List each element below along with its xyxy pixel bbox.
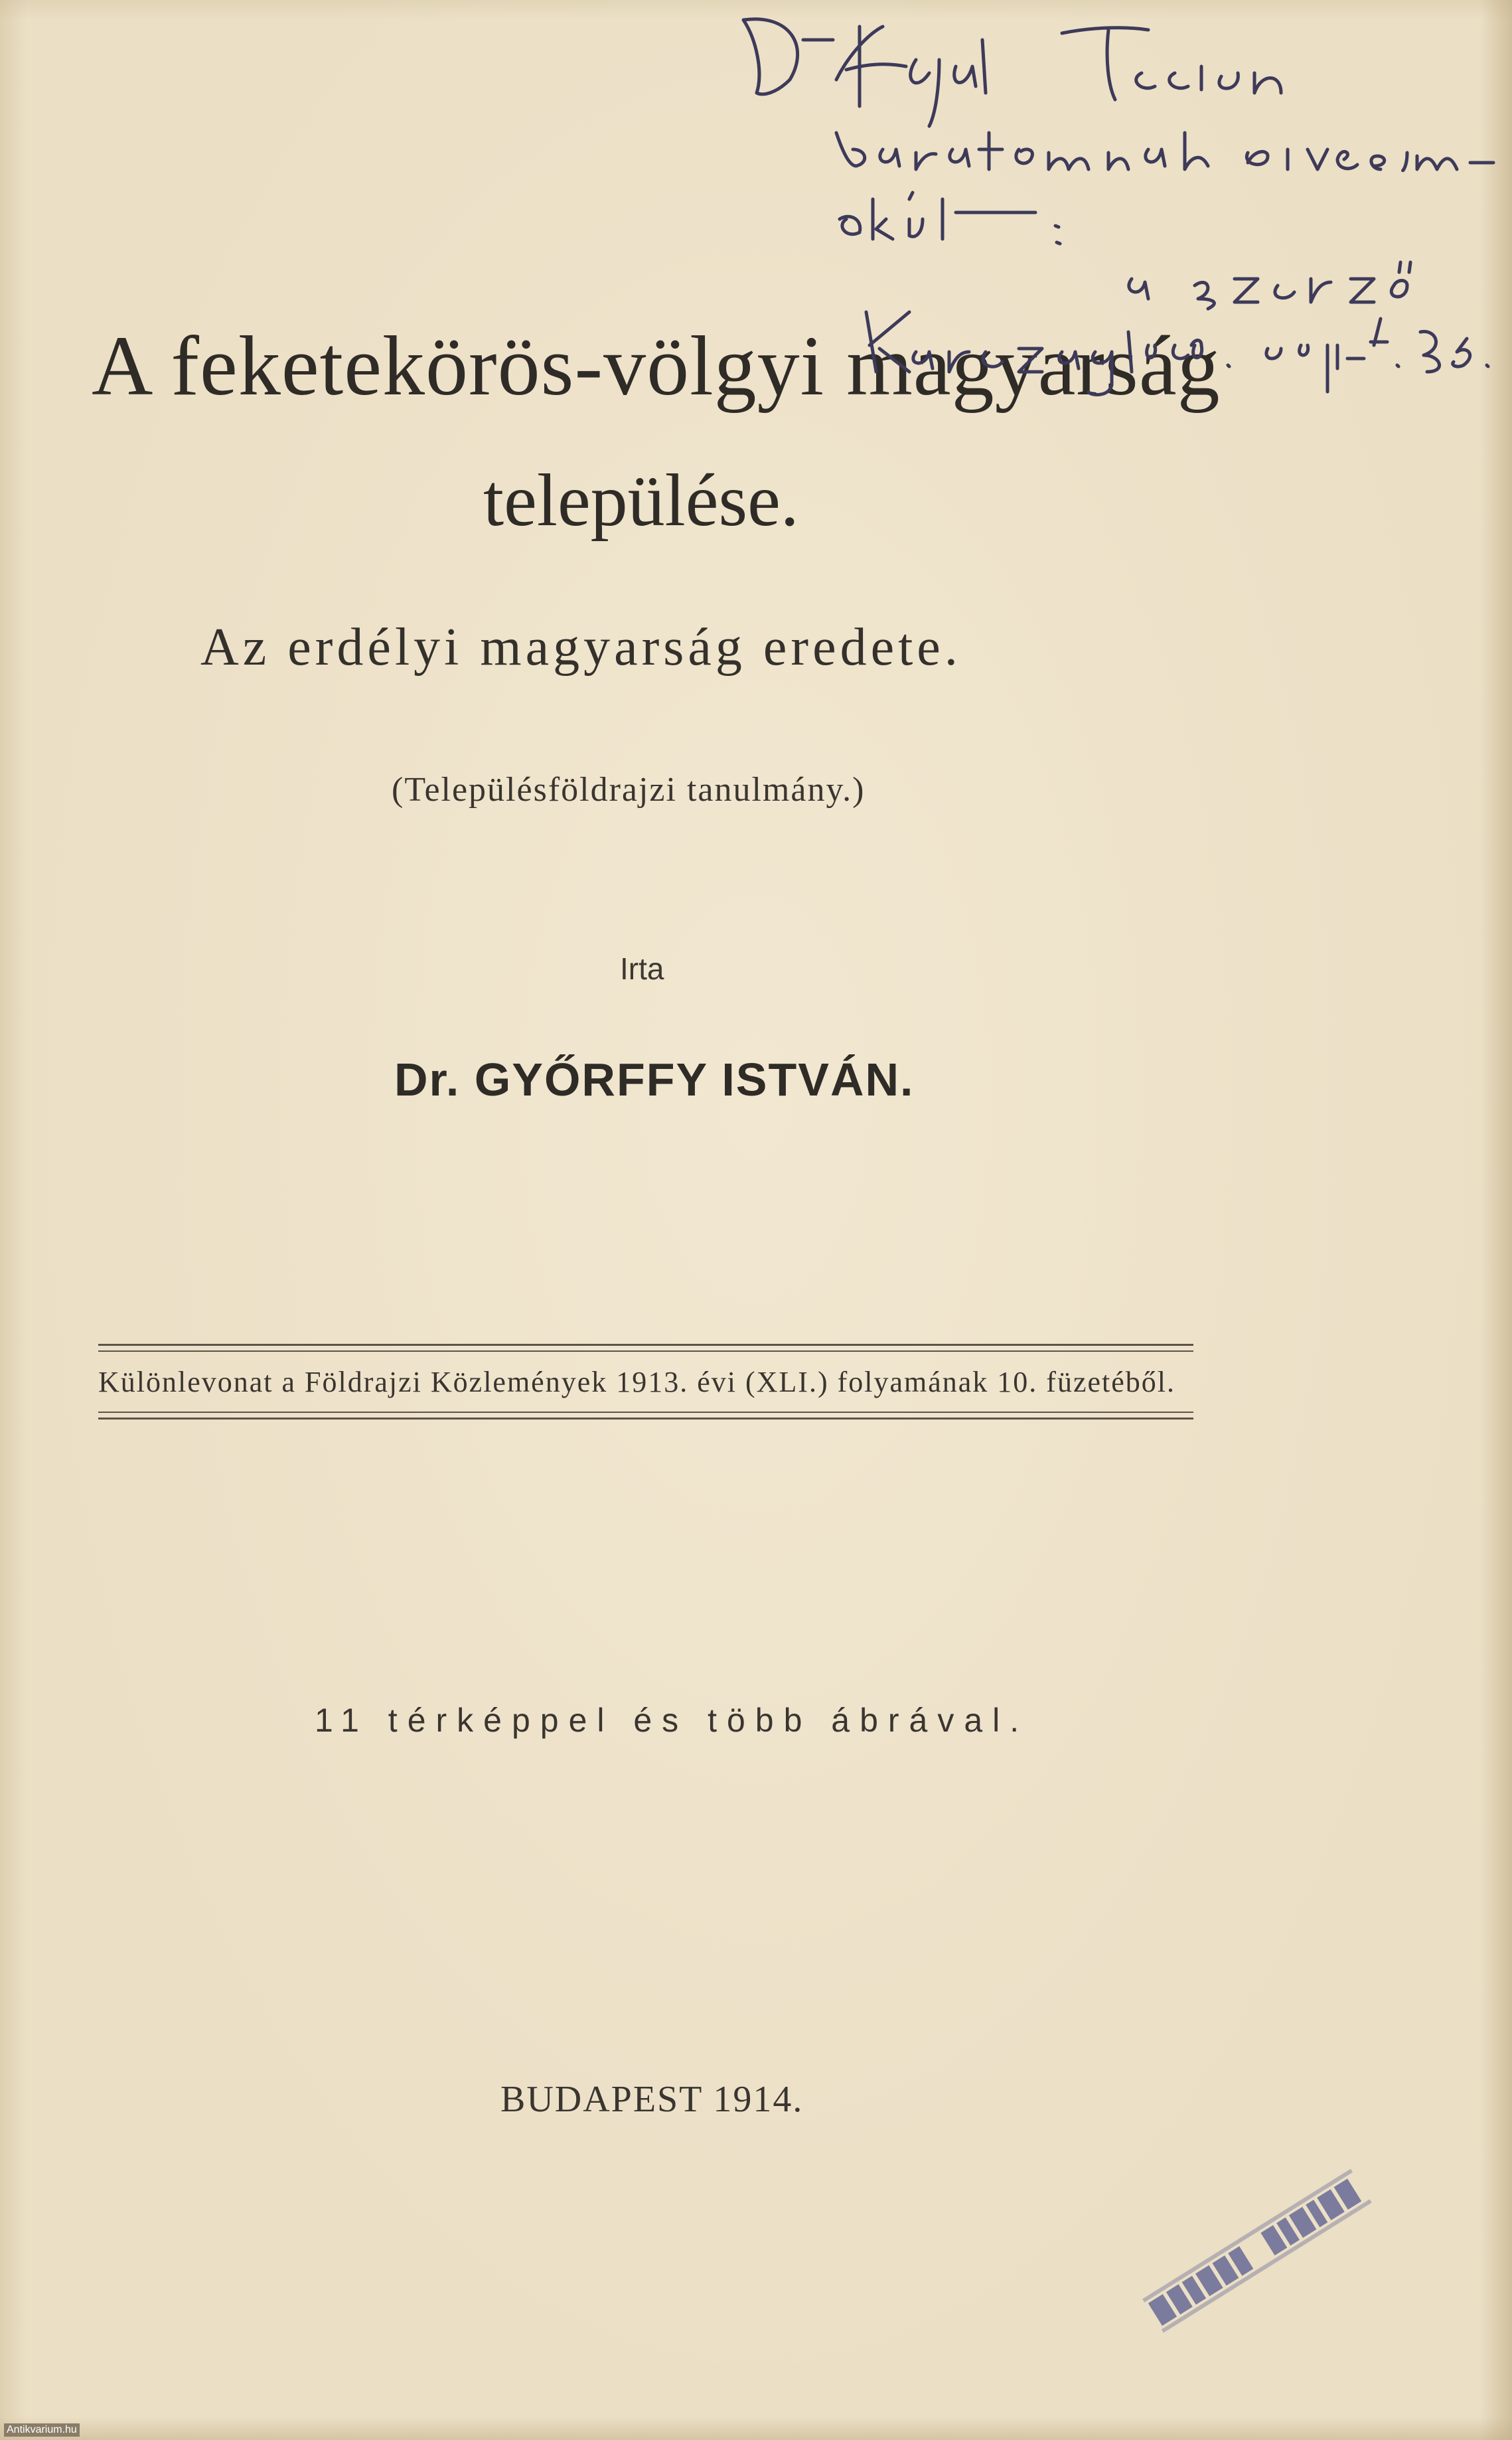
title-line-1: A feketekörös-völgyi magyarság (92, 319, 1221, 413)
title-line-2: települése. (483, 459, 799, 542)
imprint: BUDAPEST 1914. (500, 2079, 804, 2120)
offprint-note: Különlevonat a Földrajzi Közlemények 1913. évi (XLI.) folyamának 10. füzetéből. (98, 1366, 1175, 1398)
watermark: Antikvarium.hu (4, 2423, 80, 2437)
handwritten-dedication (717, 0, 1512, 398)
rule-top-1 (98, 1344, 1193, 1346)
byline-label: Irta (620, 951, 664, 986)
rule-bottom-2 (98, 1418, 1193, 1420)
rule-bottom-1 (98, 1412, 1193, 1413)
study-type: (Településföldrajzi tanulmány.) (392, 771, 866, 809)
author-name: Dr. GYŐRFFY ISTVÁN. (394, 1054, 915, 1105)
maps-note: 11 térképpel és több ábrával. (315, 1702, 1029, 1739)
rule-top-2 (98, 1350, 1193, 1352)
ownership-stamp (1115, 2145, 1420, 2344)
subtitle: Az erdélyi magyarság eredete. (200, 618, 962, 677)
